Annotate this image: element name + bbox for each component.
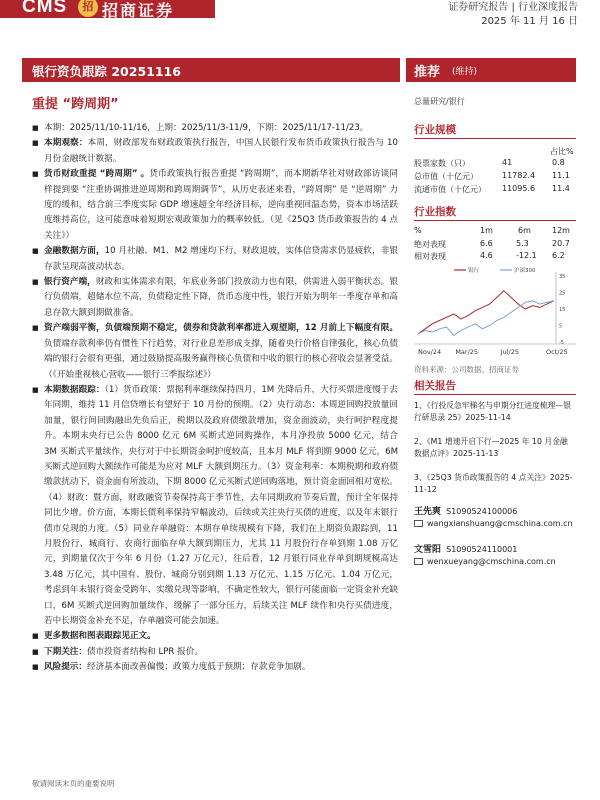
body-paragraph <box>32 660 398 675</box>
logo-cms-text: CMS <box>22 0 68 17</box>
related-report-link[interactable]: 3、《25Q3 货币政策报告的 4 点关注》2025-11-12 <box>414 473 573 494</box>
paragraph-text: （1）货币政策：票据利率继续保持四月，1M 先降后升，大行买票进度慢于去年同期，维持 11 月信贷增长有望好于 10 月份的预期。（2）央行动态：本周逆回购投放量回加量，银行间回购融出先负后正，税期以及政府债缴款增加，资金面波动，央行呵护程度提升。本期末央行已公告 8000 亿元 6M 买断式逆回购操作，本月净投放 5000 亿元，结合 3M 买断式平量续作，央行对于中长期资金呵护度较高，且本月 MLF 将到期 9000 亿元，6M 买断式逆回购大额续作可能是为应对 MLF 大额到期压力。（3）资金利率：本期税期和政府债缴款扰动下，资金面有所波动，下期 8000 亿元买断式逆回购落地，预计资金面回相对宽松。（4）财政：暨方面，财政融资节奏保持高于季节性，去年同期政府节奏后置，预计全年保持同比少增。价方面，本期长债利率保持窄幅波动，后续或关注央行买债的进度，以及年末银行债市兑现的力度。（5）同业存单融资：本期存单续规模有下降，我们在上期资负跟踪到，11 月股份行、城商行、农商行面临存单大额到期压力，尤其 11 月股份行存单到期 1.08 万亿元，到期量仅次于今年 6 月份（1.27 万亿元），往后看，12 月银行同业存单到期规模高达 3.48 万亿元，其中国有、股份、城商分别到期 1.13 万亿元、1.15 万亿元、1.04 万亿元，考虑到年末银行资金受跨年、实缴兑现等影响，不确定性较大，银行可能面临一定资金补充缺口，6M 买断式逆回购加量续作，缓解了一部分压力，后续关注 MLF 续作和央行买债进度，若中长期资金补充不足，存单融资可能会加速。 <box>44 384 398 626</box>
paragraph-text: 本期：2025/11/10-11/16，上期：2025/11/3-11/9，下期：2025/11/17-11/23。 <box>44 123 369 133</box>
chart-source: 资料来源：公司数据、招商证券 <box>414 365 519 374</box>
scale-pct: 11.4 <box>552 184 570 193</box>
body-paragraph <box>32 645 398 660</box>
paragraph-lead: 资产端弱平衡，负债端预期不稳定，债券和贷款利率都进入观望期，12 月前上下幅度有限。 <box>44 323 398 334</box>
performance-chart <box>414 264 576 364</box>
perf-v1: 6.6 <box>480 239 493 248</box>
perf-col-header: 6m <box>518 226 531 235</box>
body-paragraph <box>32 629 398 644</box>
perf-divider <box>414 220 576 221</box>
paragraph-lead: 银行资产端， <box>44 277 96 288</box>
perf-col-header: % <box>414 226 422 235</box>
logo <box>0 0 215 18</box>
report-type: 证券研究报告 | 行业深度报告 <box>448 2 578 13</box>
report-date: 2025 年 11 月 16 日 <box>481 16 578 27</box>
y-tick-label: 5 <box>559 323 563 330</box>
scale-divider <box>414 138 576 139</box>
paragraph-text: 货币政策执行报告重提 “跨周期”，而本期新华社对财政部访谈同样提到要 “注重协调推进逆周期和跨周期调节”，从历史表述来看，“跨周期” 是 “逆周期” 力度的缓和，结合前三季度实际 GDP 增速超全年经济目标，逆向重视回温态势，资本市场活跃度维持高位，这可能意味着短期宏观政策加力的概率较低。（见《25Q3 货币政策报告的 4 点关注》） <box>44 169 398 241</box>
scale-label: 流通市值（十亿元） <box>414 185 486 194</box>
y-tick-label: 25 <box>559 290 566 297</box>
x-tick-label: Nov/24 <box>418 348 442 356</box>
x-tick-label: Oct/25 <box>546 348 568 356</box>
related-divider <box>414 394 576 395</box>
subtitle: 重提 “跨周期” <box>32 97 119 112</box>
page-header <box>0 0 600 40</box>
analyst-cert: S1090524100006 <box>446 507 518 516</box>
paragraph-lead: 本期观察： <box>44 138 88 149</box>
perf-v2: -12.1 <box>516 251 537 260</box>
email-icon <box>414 558 423 565</box>
legend-label: 银行 <box>468 268 480 274</box>
scale-value: 11782.4 <box>502 171 536 180</box>
paragraph-lead: 更多数据和图表跟踪见正文。 <box>44 631 156 642</box>
scale-row <box>414 171 576 183</box>
x-tick-label: Mar/25 <box>455 348 479 356</box>
related-report-link[interactable]: 1、《行投反急牢梯名与申期分红进度梳理—银行研思录 25》2025-11-14 <box>414 401 571 422</box>
related-title: 相关报告 <box>414 380 456 392</box>
report-title: 银行资负跟踪 20251116 <box>32 64 181 79</box>
body-paragraph <box>32 383 398 630</box>
rating-main: 推荐 <box>414 65 441 80</box>
analyst-name: 王先爽 <box>414 507 442 517</box>
analyst-email[interactable]: wangxianshuang@cmschina.com.cn <box>427 519 573 528</box>
footer-note: 敬请阅读末页的重要说明 <box>32 779 115 788</box>
paragraph-text: 本周，财政部发布财政政策执行报告，中国人民银行发布货币政策执行报告与 10 月份金融统计数据。 <box>44 138 398 164</box>
paragraph-text: 债市投资者结构和 LPR 报价。 <box>86 646 203 657</box>
perf-v2: 5.3 <box>516 239 529 248</box>
logo-coin-icon: 招 <box>78 0 98 17</box>
body-paragraph <box>32 244 398 275</box>
scale-row <box>414 184 576 196</box>
scale-value: 41 <box>502 158 513 167</box>
scale-label: 股票家数（只） <box>414 159 470 168</box>
title-bar <box>22 58 400 82</box>
y-tick-label: 35 <box>559 274 566 280</box>
analyst-email[interactable]: wenxueyang@cmschina.com.cn <box>427 557 556 566</box>
logo-cn-text: 招商证券 <box>102 3 175 20</box>
scale-pct-header: 占比% <box>550 147 574 156</box>
related-report-link[interactable]: 2、《M1 增速开启下行—2025 年 10 月金融数据点评》2025-11-13 <box>414 437 568 458</box>
perf-row <box>414 239 576 251</box>
paragraph-lead: 本期数据跟踪： <box>44 384 105 395</box>
paragraph-text: 经济基本面改善偏慢；政策力度低于预期；存款竞争加剧。 <box>86 662 311 673</box>
analyst-name: 文雪阳 <box>414 545 442 555</box>
scale-title: 行业规模 <box>414 124 456 136</box>
body-paragraph <box>32 121 398 136</box>
perf-v3: 20.7 <box>552 239 570 248</box>
body-paragraph <box>32 167 398 244</box>
perf-label: 绝对表现 <box>414 240 446 249</box>
scale-header <box>414 146 576 158</box>
perf-col-header: 12m <box>552 226 570 235</box>
analyst-tag: 总量研究/银行 <box>414 97 465 106</box>
analyst-card <box>414 506 573 530</box>
rating-badge <box>406 58 576 82</box>
perf-v1: 4.6 <box>480 251 493 260</box>
perf-label: 相对表现 <box>414 252 446 261</box>
scale-pct: 11.1 <box>552 171 570 180</box>
analyst-card <box>414 544 556 568</box>
paragraph-lead: 金融数据方面， <box>44 246 105 257</box>
perf-title: 行业指数 <box>414 206 456 218</box>
body-paragraph <box>32 321 398 383</box>
y-tick-label: -5 <box>559 340 564 346</box>
paragraph-text: 财政和实体需求有限，年底业务部门投放动力也有限，供需进入弱平衡状态。银行负债端，超储水位不高，负债稳定性下降，货币态度中性，银行开始为明年一季度存单和高息存款大额到期做准备。 <box>44 277 398 318</box>
legend-label: 沪深300 <box>514 268 536 274</box>
scale-row <box>414 158 576 170</box>
perf-header <box>414 226 576 238</box>
scale-value: 11095.6 <box>502 184 536 193</box>
body-paragraph <box>32 275 398 321</box>
perf-v3: 6.2 <box>552 251 565 260</box>
paragraph-lead: 货币财政重提 “跨周期” 。 <box>44 169 150 180</box>
x-tick-label: Jul/25 <box>500 348 519 356</box>
y-tick-label: 15 <box>559 307 566 313</box>
paragraph-lead: 风险提示： <box>44 662 87 673</box>
perf-col-header: 1m <box>480 226 493 235</box>
paragraph-text: 负债端存款利率仍有惯性下行趋势，对行业息差形成支撑，随着央行价格自律强化，核心负债端的银行会很有更强，通过鼓励提高服务赢得核心负债和中收的银行的核心营收会显著受益。（《开始重视核心营收——银行三季报综述》） <box>44 338 398 380</box>
analyst-cert: S1090524110001 <box>446 545 518 554</box>
body-paragraph <box>32 136 398 167</box>
rating-sub: (维持) <box>452 67 478 77</box>
scale-pct: 0.8 <box>552 158 565 167</box>
perf-row <box>414 251 576 263</box>
scale-label: 总市值（十亿元） <box>414 172 478 181</box>
email-icon <box>414 520 423 527</box>
body-text <box>32 121 398 676</box>
paragraph-text: 10 月社融、M1、M2 增速均下行，财政退坡，实体信贷需求仍显疲软，非银存款呈现高波动状态。 <box>44 246 398 272</box>
paragraph-lead: 下期关注： <box>44 646 87 657</box>
